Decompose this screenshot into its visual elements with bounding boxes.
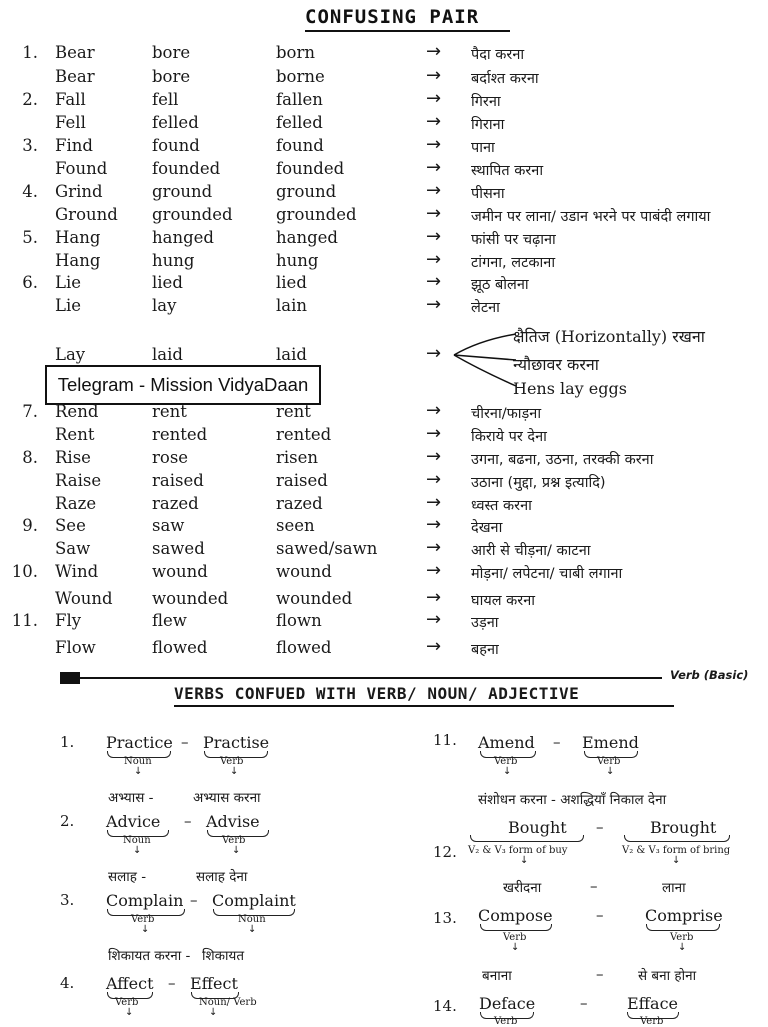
past-form: razed	[152, 494, 199, 513]
base-verb: Lie	[55, 296, 81, 315]
past-form: lay	[152, 296, 177, 315]
item-number: 4.	[60, 974, 75, 992]
item-number: 10.	[11, 562, 38, 581]
section-title: VERBS CONFUED WITH VERB/ NOUN/ ADJECTIVE	[174, 684, 580, 703]
pos-label-2: Verb	[597, 756, 621, 767]
base-verb: See	[55, 516, 86, 535]
meaning-1: सलाह -	[108, 869, 147, 885]
item-number: 3.	[22, 136, 38, 155]
pair-row	[0, 425, 768, 447]
pos-label-2: V₂ & V₃ form of bring	[622, 845, 731, 856]
word-2: Complaint	[212, 891, 296, 910]
base-verb: Raze	[55, 494, 97, 513]
base-verb: Wound	[55, 589, 113, 608]
base-verb: Fall	[55, 90, 86, 109]
word-2: Advise	[206, 812, 260, 831]
past-participle: risen	[276, 448, 319, 467]
past-form: hung	[152, 251, 195, 270]
dash: –	[553, 733, 561, 751]
word-1: Amend	[478, 733, 535, 752]
word-1: Affect	[106, 974, 154, 993]
pair-row	[0, 159, 768, 181]
meaning-2: सलाह देना	[196, 869, 248, 885]
word-1: Bought	[508, 818, 567, 837]
base-verb: Rise	[55, 448, 91, 467]
down-arrow-icon: ↓	[133, 845, 142, 856]
hindi-meaning: टांगना, लटकाना	[471, 255, 556, 271]
down-arrow-icon: ↓	[125, 1007, 134, 1018]
hindi-meaning: बर्दाश्त करना	[471, 71, 539, 87]
pos-label-2: Noun	[238, 914, 266, 925]
brace	[480, 924, 552, 931]
arrow-icon: →	[426, 180, 442, 201]
pair-row	[0, 43, 768, 65]
hindi-meaning: पीसना	[471, 186, 505, 202]
past-participle: wounded	[276, 589, 353, 608]
base-verb: Fly	[55, 611, 82, 630]
hindi-meaning: जमीन पर लाना/ उडान भरने पर पाबंदी लगाया	[471, 209, 711, 225]
pair-row	[0, 136, 768, 158]
past-participle: hanged	[276, 228, 338, 247]
section-title-underline	[174, 705, 674, 707]
base-verb: Bear	[55, 43, 95, 62]
dash: –	[596, 818, 604, 836]
past-form: fell	[152, 90, 179, 109]
hindi-meaning: पैदा करना	[471, 47, 525, 63]
dash: –	[184, 812, 192, 830]
hindi-meaning: ध्वस्त करना	[471, 498, 532, 514]
base-verb: Found	[55, 159, 108, 178]
base-verb: Lie	[55, 273, 81, 292]
word-1: Deface	[479, 994, 536, 1013]
lay-meaning-3: Hens lay eggs	[513, 379, 627, 398]
past-participle: lain	[276, 296, 308, 315]
past-form: bore	[152, 67, 191, 86]
arrow-icon: →	[426, 560, 442, 581]
item-number: 8.	[22, 448, 38, 467]
down-arrow-icon: ↓	[248, 924, 257, 935]
meaning-1: शिकायत करना -	[108, 948, 191, 964]
pos-label-1: Noun	[123, 835, 151, 846]
pair-row	[0, 448, 768, 470]
hindi-meaning: उगना, बढना, उठना, तरक्की करना	[471, 452, 654, 468]
pos-label-1: Verb	[503, 932, 527, 943]
word-2: Comprise	[645, 906, 723, 925]
item-number: 11.	[433, 731, 457, 749]
word-1: Compose	[478, 906, 553, 925]
base-verb: Lay	[55, 345, 86, 364]
meaning: संशोधन करना - अशद्धियाँ निकाल देना	[478, 792, 667, 808]
item-number: 1.	[60, 733, 75, 751]
meaning-2: अभ्यास करना	[193, 790, 261, 806]
pos-label-2: Verb	[670, 932, 694, 943]
base-verb: Wind	[55, 562, 99, 581]
arrow-icon: →	[426, 423, 442, 444]
past-form: founded	[152, 159, 221, 178]
hindi-meaning: स्थापित करना	[471, 163, 544, 179]
word-1: Advice	[106, 812, 161, 831]
past-form: felled	[152, 113, 199, 132]
past-participle: felled	[276, 113, 323, 132]
arrow-icon: →	[426, 636, 442, 657]
branch-lines	[450, 330, 520, 390]
past-form: rented	[152, 425, 208, 444]
past-form: found	[152, 136, 200, 155]
item-number: 12.	[433, 843, 457, 861]
pos-label-1: Verb	[131, 914, 155, 925]
brace	[470, 835, 584, 842]
arrow-icon: →	[426, 343, 442, 364]
dash: –	[596, 906, 604, 924]
past-form: ground	[152, 182, 213, 201]
past-participle: borne	[276, 67, 325, 86]
arrow-icon: →	[426, 294, 442, 315]
pos-label-1: V₂ & V₃ form of buy	[468, 845, 568, 856]
separator-label: Verb (Basic)	[670, 668, 749, 682]
brace	[646, 924, 720, 931]
page-title: CONFUSING PAIR	[305, 6, 480, 28]
down-arrow-icon: ↓	[209, 1007, 218, 1018]
base-verb: Ground	[55, 205, 118, 224]
hindi-meaning: मोड़ना/ लपेटना/ चाबी लगाना	[471, 566, 623, 582]
base-verb: Find	[55, 136, 93, 155]
past-participle: flowed	[276, 638, 332, 657]
hindi-meaning: फांसी पर चढ़ाना	[471, 232, 556, 248]
hindi-meaning: झूठ बोलना	[471, 277, 529, 293]
past-form: bore	[152, 43, 191, 62]
past-form: laid	[152, 345, 183, 364]
item-number: 3.	[60, 891, 75, 909]
pair-row	[0, 516, 768, 538]
title-underline	[305, 30, 510, 32]
pair-row	[0, 67, 768, 89]
arrow-icon: →	[426, 587, 442, 608]
hindi-meaning: किराये पर देना	[471, 429, 547, 445]
separator-line	[62, 677, 662, 679]
lay-meaning-2: न्यौछावर करना	[513, 355, 599, 374]
pair-row	[0, 611, 768, 633]
past-participle: born	[276, 43, 316, 62]
arrow-icon: →	[426, 446, 442, 467]
down-arrow-icon: ↓	[230, 766, 239, 777]
base-verb: Hang	[55, 251, 101, 270]
item-number: 14.	[433, 997, 457, 1015]
arrow-icon: →	[426, 157, 442, 178]
base-verb: Grind	[55, 182, 103, 201]
pair-row	[0, 296, 768, 318]
past-form: grounded	[152, 205, 233, 224]
down-arrow-icon: ↓	[134, 766, 143, 777]
hindi-meaning: गिरना	[471, 94, 501, 110]
arrow-icon: →	[426, 111, 442, 132]
item-number: 6.	[22, 273, 38, 292]
item-number: 2.	[60, 812, 75, 830]
hindi-meaning: पाना	[471, 140, 495, 156]
arrow-icon: →	[426, 203, 442, 224]
past-form: wound	[152, 562, 208, 581]
dash: –	[168, 974, 176, 992]
past-participle: flown	[276, 611, 322, 630]
dash: –	[580, 994, 588, 1012]
past-participle: found	[276, 136, 324, 155]
hindi-meaning: आरी से चीड़ना/ काटना	[471, 543, 591, 559]
base-verb: Bear	[55, 67, 95, 86]
pair-row	[0, 228, 768, 250]
past-form: flew	[152, 611, 187, 630]
word-2: Brought	[650, 818, 717, 837]
base-verb: Rend	[55, 402, 99, 421]
arrow-icon: →	[426, 537, 442, 558]
pair-row-lay	[0, 345, 768, 367]
pair-row	[0, 205, 768, 227]
pos-label-1: Noun	[124, 756, 152, 767]
past-participle: grounded	[276, 205, 357, 224]
down-arrow-icon: ↓	[606, 766, 615, 777]
hindi-meaning: गिराना	[471, 117, 505, 133]
item-number: 2.	[22, 90, 38, 109]
meaning-1: अभ्यास -	[108, 790, 154, 806]
pair-row	[0, 251, 768, 273]
down-arrow-icon: ↓	[678, 942, 687, 953]
word-2: Emend	[582, 733, 639, 752]
pos-label-2: Verb	[640, 1016, 664, 1027]
word-2: Efface	[627, 994, 679, 1013]
past-participle: lied	[276, 273, 307, 292]
arrow-icon: →	[426, 609, 442, 630]
meaning-1: बनाना	[482, 968, 512, 984]
past-participle: fallen	[276, 90, 323, 109]
pair-row	[0, 539, 768, 561]
dash: –	[596, 965, 604, 983]
base-verb: Saw	[55, 539, 91, 558]
hindi-meaning: देखना	[471, 520, 503, 536]
base-verb: Raise	[55, 471, 102, 490]
meaning-1: खरीदना	[503, 880, 542, 896]
item-number: 7.	[22, 402, 38, 421]
dash: –	[190, 891, 198, 909]
arrow-icon: →	[426, 271, 442, 292]
base-verb: Flow	[55, 638, 96, 657]
meaning-2: शिकायत	[202, 948, 245, 964]
past-form: hanged	[152, 228, 214, 247]
arrow-icon: →	[426, 134, 442, 155]
past-form: lied	[152, 273, 183, 292]
meaning-2: से बना होना	[638, 968, 697, 984]
lay-meaning-1: क्षैतिज (Horizontally) रखना	[513, 327, 705, 346]
word-2: Effect	[190, 974, 238, 993]
item-number: 1.	[22, 43, 38, 62]
base-verb: Hang	[55, 228, 101, 247]
pos-label-1: Verb	[494, 1016, 518, 1027]
pair-row	[0, 494, 768, 516]
pair-row	[0, 113, 768, 135]
pair-row	[0, 182, 768, 204]
past-form: raised	[152, 471, 204, 490]
down-arrow-icon: ↓	[672, 855, 681, 866]
arrow-icon: →	[426, 65, 442, 86]
hindi-meaning: उड़ना	[471, 615, 499, 631]
past-form: sawed	[152, 539, 205, 558]
pair-row	[0, 273, 768, 295]
pos-label-2: Noun/ Verb	[199, 997, 257, 1008]
pair-row	[0, 90, 768, 112]
word-1: Practice	[106, 733, 173, 752]
arrow-icon: →	[426, 226, 442, 247]
pair-row	[0, 402, 768, 424]
dash: –	[181, 733, 189, 751]
pos-label-1: Verb	[115, 997, 139, 1008]
word-1: Complain	[106, 891, 184, 910]
hindi-meaning: लेटना	[471, 300, 500, 316]
pair-row	[0, 638, 768, 660]
hindi-meaning: चीरना/फाड़ना	[471, 406, 542, 422]
hindi-meaning: घायल करना	[471, 593, 536, 609]
down-arrow-icon: ↓	[511, 942, 520, 953]
arrow-icon: →	[426, 492, 442, 513]
down-arrow-icon: ↓	[232, 845, 241, 856]
item-number: 11.	[11, 611, 38, 630]
arrow-icon: →	[426, 249, 442, 270]
past-participle: ground	[276, 182, 337, 201]
base-verb: Rent	[55, 425, 95, 444]
dash: –	[590, 877, 598, 895]
past-participle: hung	[276, 251, 319, 270]
arrow-icon: →	[426, 400, 442, 421]
past-participle: founded	[276, 159, 345, 178]
past-participle: laid	[276, 345, 307, 364]
arrow-icon: →	[426, 514, 442, 535]
past-form: rose	[152, 448, 189, 467]
brace	[624, 835, 730, 842]
past-participle: rent	[276, 402, 311, 421]
pos-label-2: Verb	[222, 835, 246, 846]
arrow-icon: →	[426, 88, 442, 109]
past-participle: razed	[276, 494, 323, 513]
pair-row	[0, 562, 768, 584]
pair-row	[0, 471, 768, 493]
down-arrow-icon: ↓	[503, 766, 512, 777]
pair-row	[0, 589, 768, 611]
word-2: Practise	[203, 733, 270, 752]
past-form: saw	[152, 516, 185, 535]
past-participle: seen	[276, 516, 315, 535]
past-form: rent	[152, 402, 187, 421]
hindi-meaning: उठाना (मुद्दा, प्रश्न इत्यादि)	[471, 475, 606, 491]
meaning-2: लाना	[662, 880, 686, 896]
base-verb: Fell	[55, 113, 86, 132]
item-number: 5.	[22, 228, 38, 247]
item-number: 13.	[433, 909, 457, 927]
past-participle: sawed/sawn	[276, 539, 378, 558]
past-participle: raised	[276, 471, 328, 490]
item-number: 9.	[22, 516, 38, 535]
down-arrow-icon: ↓	[141, 924, 150, 935]
pos-label-1: Verb	[494, 756, 518, 767]
down-arrow-icon: ↓	[520, 855, 529, 866]
past-participle: rented	[276, 425, 332, 444]
telegram-watermark: Telegram - Mission VidyaDaan	[45, 365, 321, 405]
past-form: flowed	[152, 638, 208, 657]
arrow-icon: →	[426, 469, 442, 490]
pos-label-2: Verb	[220, 756, 244, 767]
item-number: 4.	[22, 182, 38, 201]
arrow-icon: →	[426, 41, 442, 62]
past-participle: wound	[276, 562, 332, 581]
past-form: wounded	[152, 589, 229, 608]
hindi-meaning: बहना	[471, 642, 499, 658]
